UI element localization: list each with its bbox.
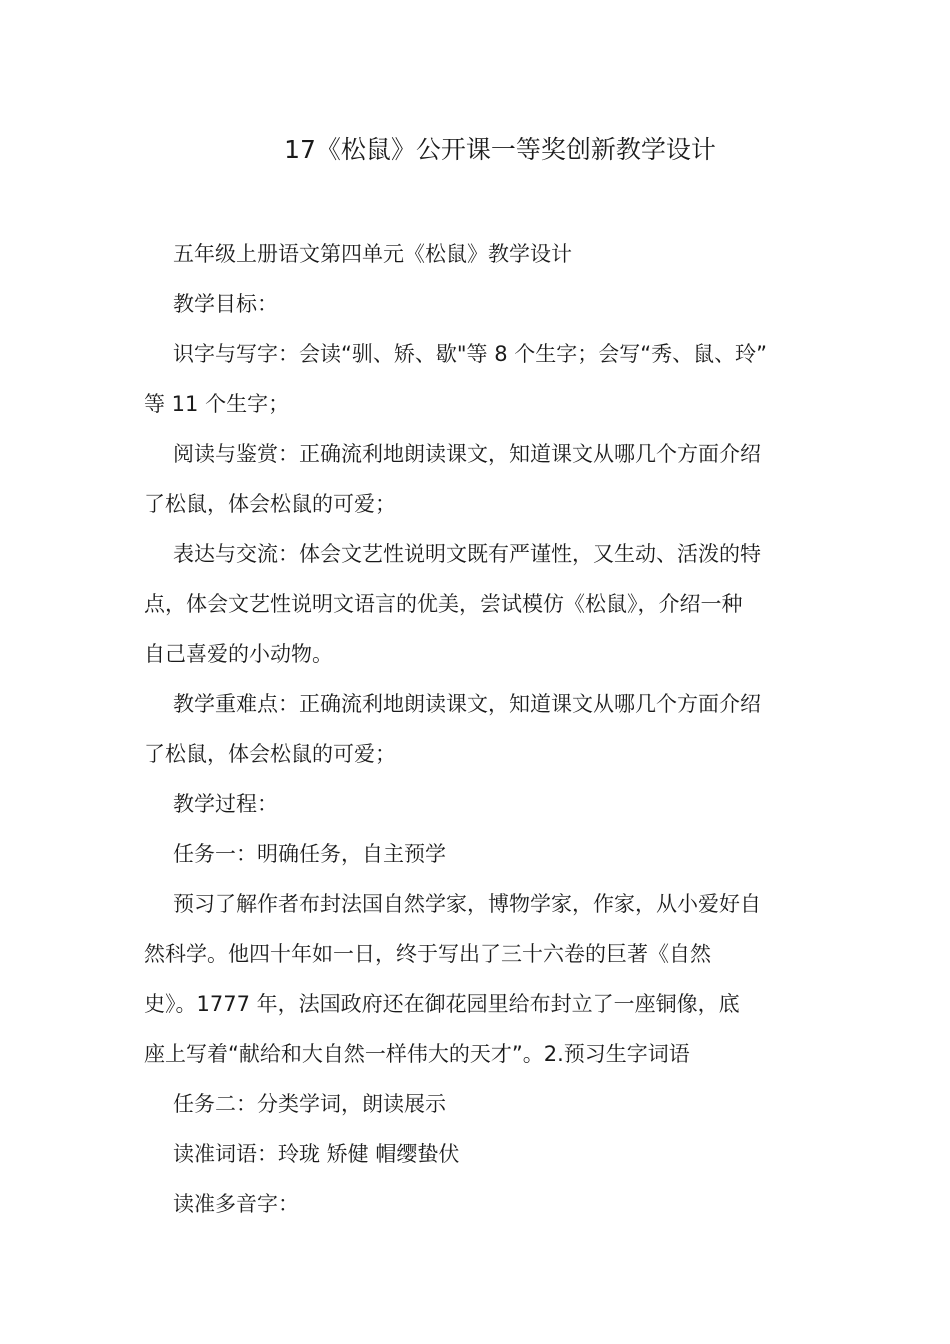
task-two-heading: 任务二：分类学词，朗读展示: [173, 1092, 446, 1116]
author-intro-line-3: 史》。1777 年，法国政府还在御花园里给布封立了一座铜像，底: [144, 992, 740, 1016]
polyphonic-heading: 读准多音字：: [173, 1192, 299, 1216]
vocabulary-line: 读准词语：玲珑 矫健 帽缨蛰伏: [173, 1142, 460, 1166]
goal-reading-line-1: 阅读与鉴赏：正确流利地朗读课文，知道课文从哪几个方面介绍: [173, 442, 761, 466]
author-intro-line-1: 预习了解作者布封法国自然学家，博物学家，作家，从小爱好自: [173, 892, 761, 916]
heading-teaching-process: 教学过程：: [173, 792, 278, 816]
author-intro-line-2: 然科学。他四十年如一日，终于写出了三十六卷的巨著《自然: [144, 942, 711, 966]
subtitle-line: 五年级上册语文第四单元《松鼠》教学设计: [173, 242, 572, 266]
goal-literacy-line-2: 等 11 个生字；: [144, 392, 290, 416]
document-body: [144, 229, 806, 1229]
key-points-line-2: 了松鼠，体会松鼠的可爱；: [144, 742, 396, 766]
key-points-line-1: 教学重难点：正确流利地朗读课文，知道课文从哪几个方面介绍: [173, 692, 761, 716]
author-intro-line-4: 座上写着“献给和大自然一样伟大的天才”。2.预习生字词语: [144, 1042, 690, 1066]
goal-expression-line-1: 表达与交流：体会文艺性说明文既有严谨性，又生动、活泼的特: [173, 542, 761, 566]
goal-reading-line-2: 了松鼠，体会松鼠的可爱；: [144, 492, 396, 516]
document-title: 17《松鼠》公开课一等奖创新教学设计: [284, 135, 716, 164]
task-one-heading: 任务一：明确任务，自主预学: [173, 842, 446, 866]
heading-teaching-goals: 教学目标：: [173, 292, 278, 316]
goal-literacy-line-1: 识字与写字：会读“驯、矫、歇"等 8 个生字；会写“秀、鼠、玲”: [173, 342, 768, 366]
goal-expression-line-3: 自己喜爱的小动物。: [144, 642, 333, 666]
goal-expression-line-2: 点，体会文艺性说明文语言的优美，尝试模仿《松鼠》，介绍一种: [144, 592, 743, 616]
